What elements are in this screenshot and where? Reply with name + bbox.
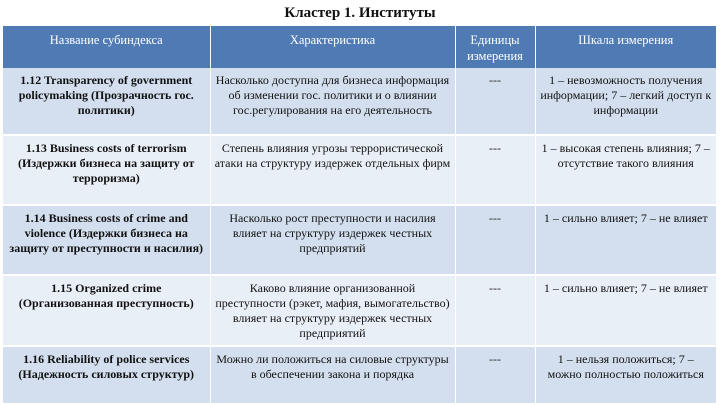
subindex-description: Можно ли положиться на силовые структуры в обеспечении закона и порядка [210, 346, 455, 404]
subindex-scale: 1 – сильно влияет; 7 – не влияет [535, 205, 716, 275]
subindex-scale: 1 – сильно влияет; 7 – не влияет [535, 275, 716, 346]
subindex-description: Каково влияние организованной преступности (рэкет, мафия, вымогательство) влияет на структуру издержек честных предприятий [210, 275, 455, 346]
subindex-units: --- [455, 135, 535, 205]
subindex-name: 1.12 Transparency of government policymaking (Прозрачность гос. политики) [3, 68, 210, 135]
subindex-name: 1.15 Organized crime (Организованная преступность) [3, 275, 210, 346]
table-row [3, 275, 716, 346]
subindex-scale: 1 – невозможность получения информации; 7 – легкий доступ к информации [535, 68, 716, 135]
indicator-table [3, 26, 716, 405]
subindex-name: 1.16 Reliability of police services (Надежность силовых структур) [3, 346, 210, 404]
page-title: Кластер 1. Институты [284, 5, 436, 21]
subindex-scale: 1 – нельзя положиться; 7 – можно полностью положиться [535, 346, 716, 404]
table-row [3, 68, 716, 135]
subindex-units: --- [455, 205, 535, 275]
table-row [3, 346, 716, 404]
subindex-description: Степень влияния угрозы террористической атаки на структуру издержек отдельных фирм [210, 135, 455, 205]
column-header-description: Характеристика [210, 26, 455, 68]
column-header-name: Название субиндекса [3, 26, 210, 68]
subindex-description: Насколько доступна для бизнеса информация об изменении гос. политики и о влиянии гос.регулирования на его деятельность [210, 68, 455, 135]
subindex-name: 1.13 Business costs of terrorism (Издержки бизнеса на защиту от терроризма) [3, 135, 210, 205]
subindex-name: 1.14 Business costs of crime and violence (Издержки бизнеса на защиту от преступности и насилия) [3, 205, 210, 275]
subindex-scale: 1 – высокая степень влияния; 7 – отсутствие такого влияния [535, 135, 716, 205]
subindex-units: --- [455, 275, 535, 346]
column-header-units: Единицы измерения [455, 26, 535, 68]
column-header-scale: Шкала измерения [535, 26, 716, 68]
subindex-description: Насколько рост преступности и насилия влияет на структуру издержек честных предприятий [210, 205, 455, 275]
table-row [3, 205, 716, 275]
subindex-units: --- [455, 346, 535, 404]
table-header-row [3, 26, 716, 68]
subindex-units: --- [455, 68, 535, 135]
table-row [3, 135, 716, 205]
